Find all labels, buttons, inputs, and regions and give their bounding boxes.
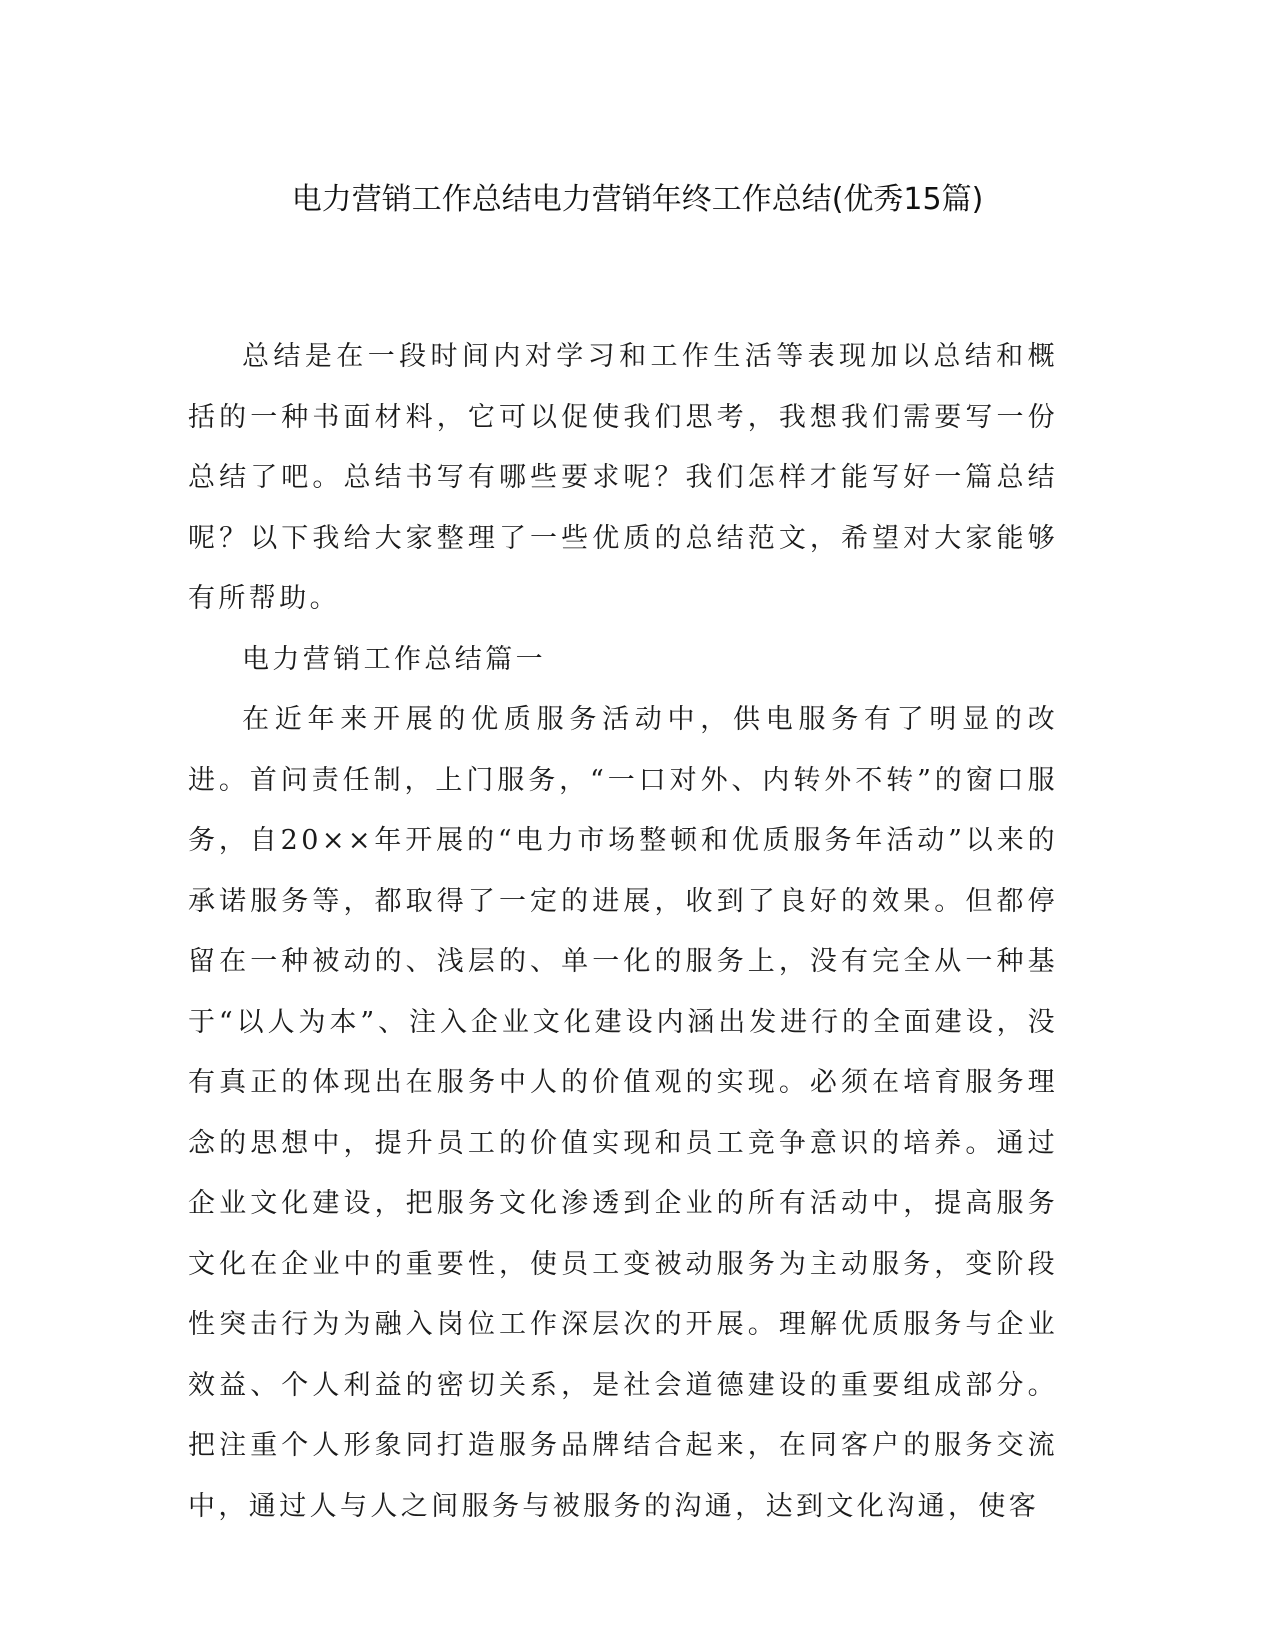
intro-paragraph: 总结是在一段时间内对学习和工作生活等表现加以总结和概括的一种书面材料，它可以促使我们思考，我想我们需要写一份总结了吧。总结书写有哪些要求呢？我们怎样才能写好一篇总结呢？以下我给大家整理了一些优质的总结范文，希望对大家能够有所帮助。	[188, 341, 1058, 614]
document-body	[188, 327, 1058, 1537]
body-paragraph: 在近年来开展的优质服务活动中，供电服务有了明显的改进。首问责任制，上门服务，“一口对外、内转外不转”的窗口服务，自20××年开展的“电力市场整顿和优质服务年活动”以来的承诺服务等，都取得了一定的进展，收到了良好的效果。但都停留在一种被动的、浅层的、单一化的服务上，没有完全从一种基于“以人为本”、注入企业文化建设内涵出发进行的全面建设，没有真正的体现出在服务中人的价值观的实现。必须在培育服务理念的思想中，提升员工的价值实现和员工竞争意识的培养。通过企业文化建设，把服务文化渗透到企业的所有活动中，提高服务文化在企业中的重要性，使员工变被动服务为主动服务，变阶段性突击行为为融入岗位工作深层次的开展。理解优质服务与企业效益、个人利益的密切关系，是社会道德建设的重要组成部分。把注重个人形象同打造服务品牌结合起来，在同客户的服务交流中，通过人与人之间服务与被服务的沟通，达到文化沟通，使客	[188, 704, 1058, 1522]
section-heading: 电力营销工作总结篇一	[242, 643, 546, 675]
document-title: 电力营销工作总结电力营销年终工作总结(优秀15篇)	[291, 182, 984, 217]
